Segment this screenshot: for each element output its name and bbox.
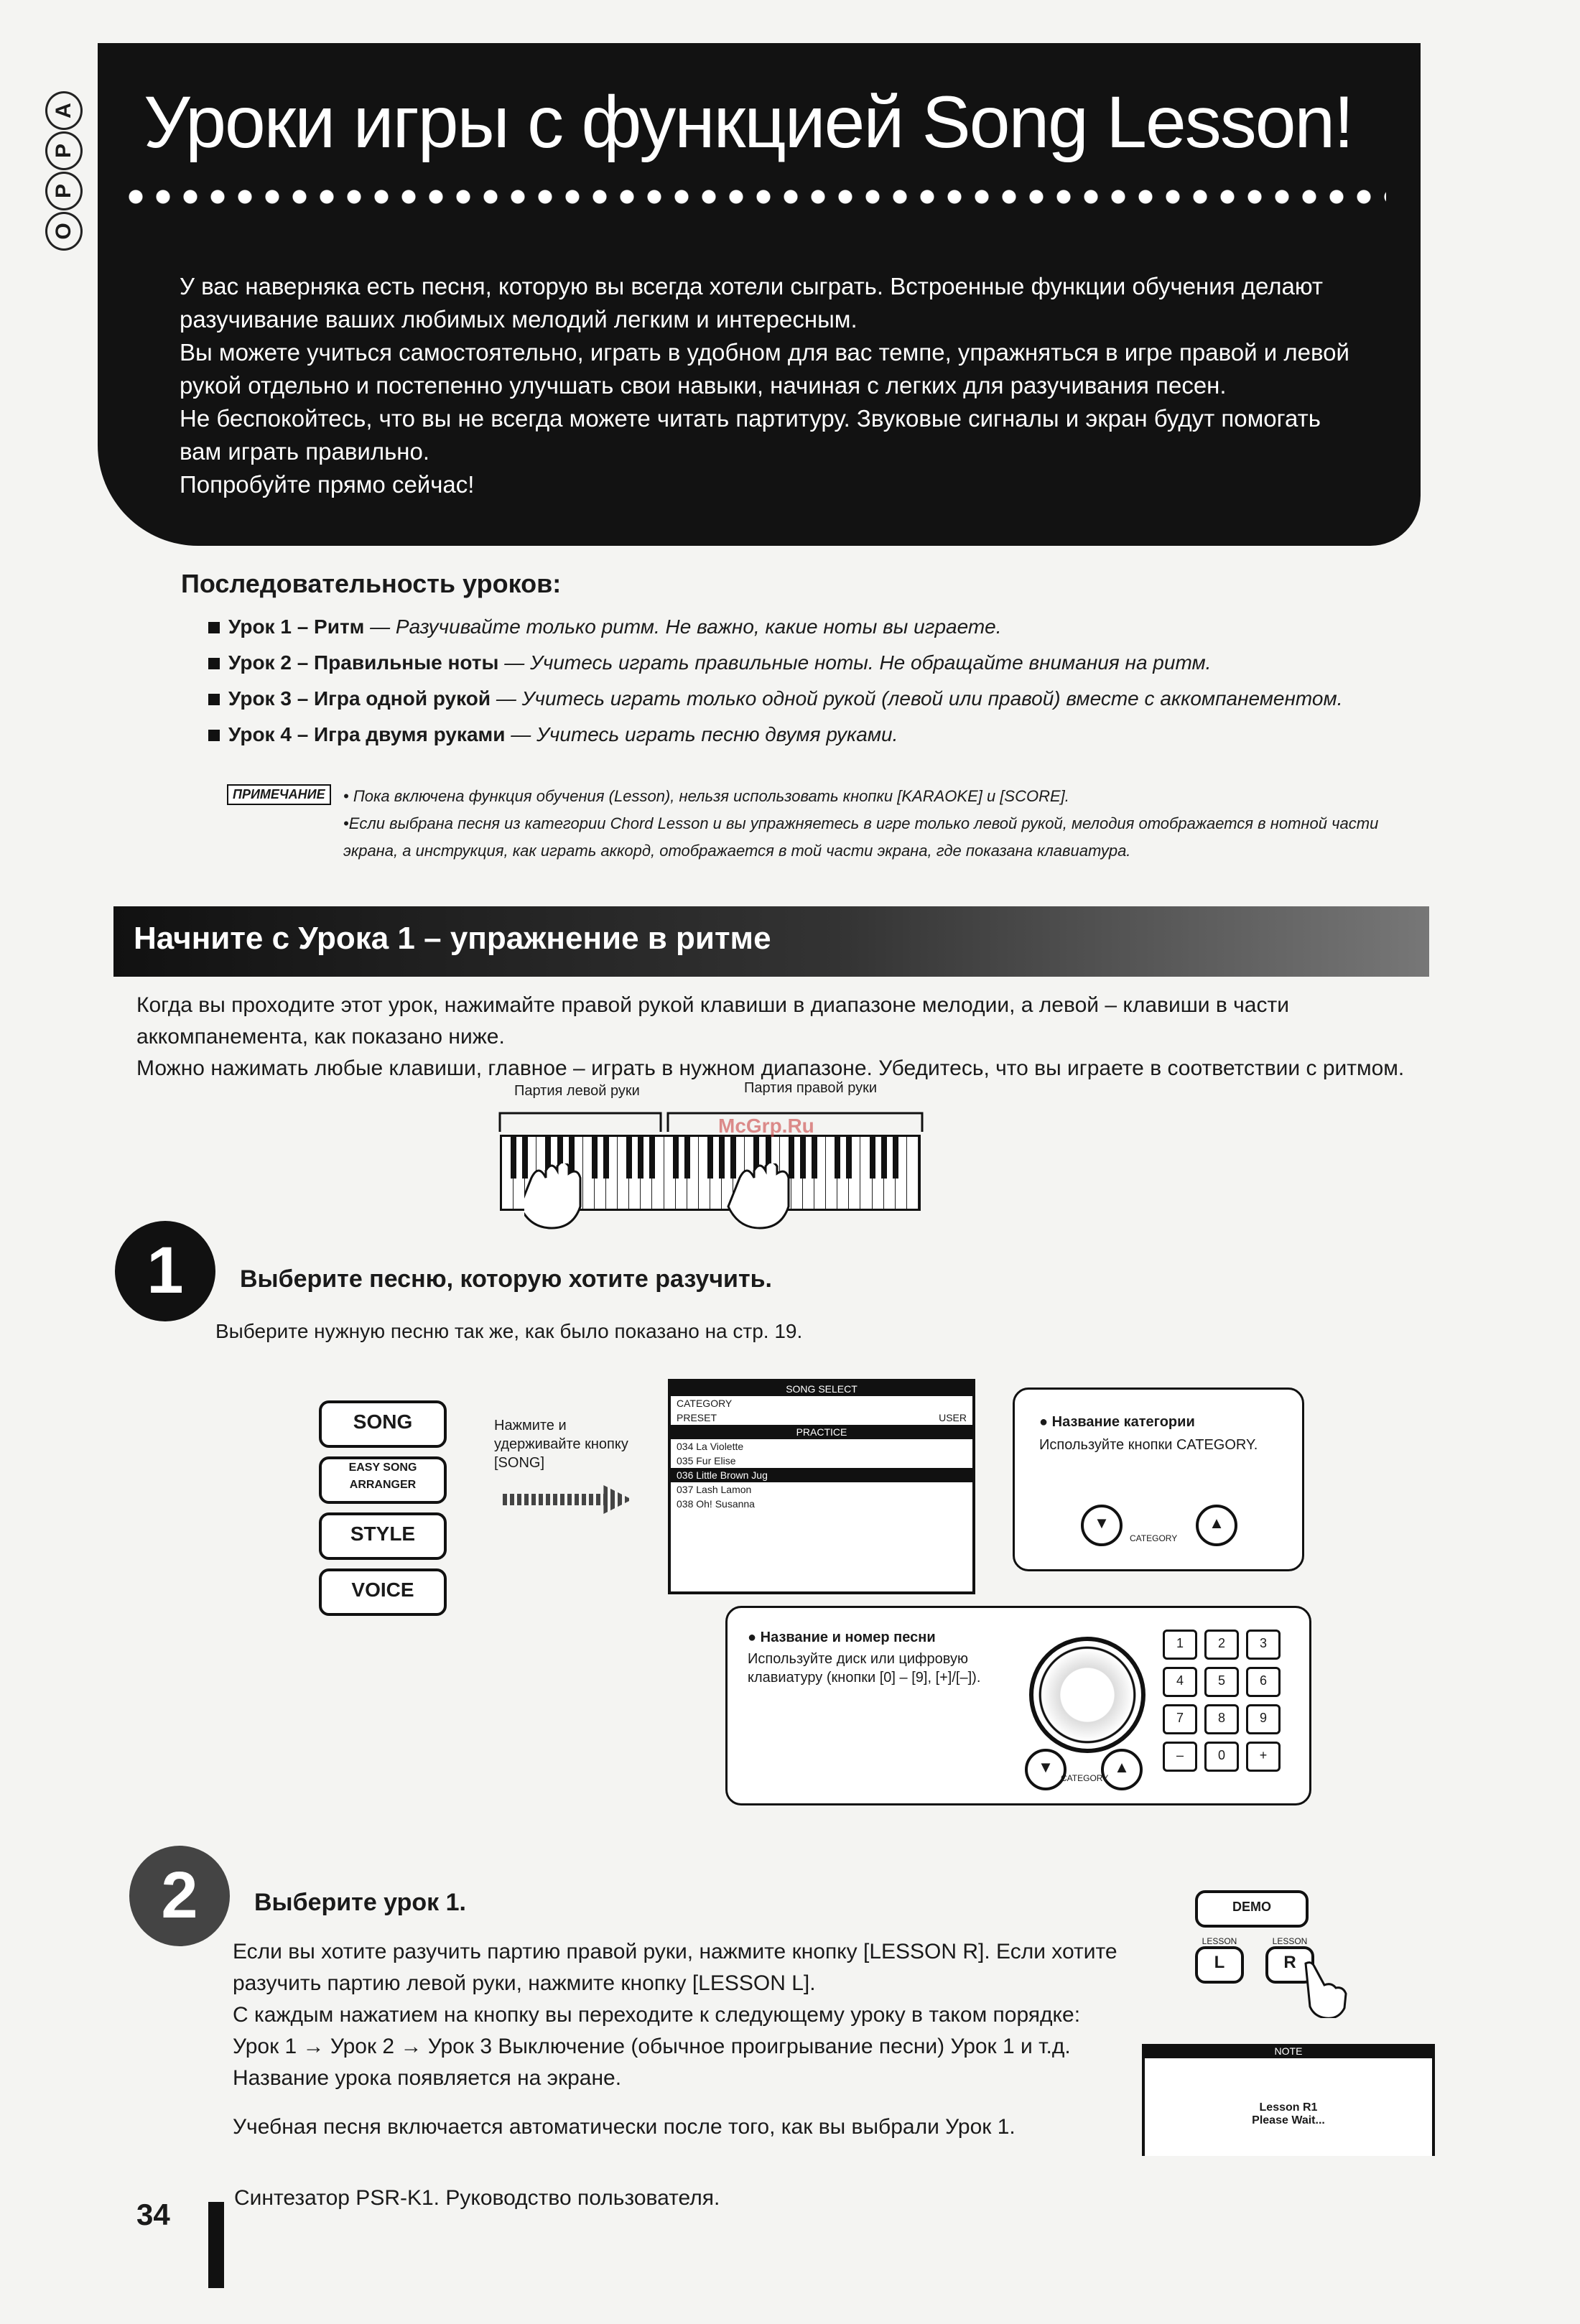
section-title: Начните с Урока 1 – упражнение в ритме (134, 921, 771, 956)
category-down-icon[interactable]: ▼ (1081, 1505, 1123, 1546)
arrow-right-icon (503, 1485, 632, 1514)
step-1-heading: Выберите песню, которую хотите разучить. (240, 1265, 772, 1293)
category-label: CATEGORY (1130, 1533, 1178, 1543)
lesson-r-button[interactable]: R (1265, 1946, 1314, 1984)
category-down-icon[interactable]: ▼ (1025, 1749, 1066, 1790)
category-callout (1013, 1388, 1304, 1571)
hand-range-brackets (496, 1106, 926, 1135)
hero-paragraph: У вас наверняка есть песня, которую вы всегда хотели сыграть. Встроенные функции обучения делают разучивание ваших любимых мелодий легким и интересным. (180, 273, 1323, 333)
callout-text: Используйте кнопки CATEGORY. (1039, 1437, 1258, 1453)
lesson-name: Урок 4 – Игра двумя руками (228, 723, 506, 745)
lesson-item (208, 681, 1357, 717)
data-dial-icon[interactable] (1029, 1637, 1146, 1753)
note-line: • Пока включена функция обучения (Lesson), нельзя использовать кнопки [KARAOKE] и [SCORE]. (343, 787, 1069, 805)
sequence-heading: Последовательность уроков: (181, 569, 562, 598)
song-number-callout (725, 1606, 1311, 1805)
lcd-tags (671, 1410, 972, 1425)
demo-button[interactable]: DEMO (1195, 1890, 1309, 1928)
voice-button[interactable]: VOICE (319, 1568, 447, 1616)
step-2-paragraph: Если вы хотите разучить партию правой руки, нажмите кнопку [LESSON R]. Если хотите разучить партию левой руки, нажмите кнопку [LESSON L]. (233, 1940, 1117, 1995)
hero-paragraph: Попробуйте прямо сейчас! (180, 471, 475, 498)
side-tab (42, 92, 86, 250)
right-hand-label: Партия правой руки (744, 1080, 878, 1096)
side-tab-letter: А (45, 91, 83, 130)
note-line: •Если выбрана песня из категории Chord Lesson и вы упражняетесь в игре только левой рукой, мелодия отображается в нотной части экрана, а инструкция, как играть аккорд, отображается в той части экрана, где показана клавиатура. (343, 814, 1379, 860)
hands-icon (524, 1163, 797, 1235)
side-tab-letter: О (45, 212, 83, 251)
left-hand-label: Партия левой руки (514, 1083, 640, 1099)
bullet-square-icon (208, 694, 220, 705)
step-2-text (233, 1936, 1166, 2143)
lesson-desc: — Учитесь играть песню двумя руками. (511, 723, 898, 745)
step-2-paragraph: Название урока появляется на экране. (233, 2066, 622, 2090)
note-badge: ПРИМЕЧАНИЕ (227, 784, 331, 805)
callout-text: Используйте диск или цифровую клавиатуру (кнопки [0] – [9], [+]/[–]). (748, 1651, 981, 1686)
bullet-square-icon (208, 658, 220, 669)
black-key (511, 1137, 516, 1179)
lcd-song-row[interactable]: 038 Oh! Susanna (677, 1498, 755, 1510)
keypad-key[interactable]: 6 (1246, 1667, 1281, 1697)
easy-song-arranger-button[interactable]: EASY SONG ARRANGER (319, 1456, 447, 1504)
lcd-line: Lesson R1 (1259, 2101, 1318, 2114)
lcd-header: NOTE (1145, 2044, 1432, 2058)
lcd-song-row[interactable]: 034 La Violette (677, 1441, 744, 1452)
lesson-name: Урок 1 – Ритм (228, 615, 365, 638)
hero-paragraph: Вы можете учиться самостоятельно, играть в удобном для вас темпе, упражняться в игре правой и левой рукой отдельно и постепенно улучшать свои навыки, начиная с легких для разучивания песен. (180, 339, 1349, 399)
keypad-key[interactable]: 9 (1246, 1704, 1281, 1734)
category-up-icon[interactable]: ▲ (1101, 1749, 1143, 1790)
song-button[interactable]: SONG (319, 1400, 447, 1448)
page-bar (208, 2202, 224, 2288)
keypad-key[interactable]: 5 (1204, 1667, 1239, 1697)
numeric-keypad (1163, 1630, 1281, 1772)
black-key (812, 1137, 817, 1179)
page-number: 34 (136, 2198, 170, 2231)
lcd-song-list (671, 1439, 972, 1511)
black-key (835, 1137, 840, 1179)
lesson-l-button[interactable]: L (1195, 1946, 1244, 1984)
black-key (881, 1137, 887, 1179)
lcd-song-row[interactable]: 037 Lash Lamon (677, 1484, 752, 1495)
keypad-key[interactable]: 2 (1204, 1630, 1239, 1660)
lcd-selected-category: PRACTICE (671, 1425, 972, 1439)
category-label: CATEGORY (1061, 1773, 1109, 1783)
keypad-key[interactable]: 3 (1246, 1630, 1281, 1660)
section-paragraph: Когда вы проходите этот урок, нажимайте правой рукой клавиши в диапазоне мелодии, а левой – клавиши в части аккомпанемента, как показано ниже. (136, 993, 1289, 1049)
hero-intro (180, 270, 1350, 501)
lcd-header: SONG SELECT (671, 1382, 972, 1396)
callout-title: ● Название категории (1039, 1414, 1195, 1430)
lcd-category-label: CATEGORY (677, 1398, 733, 1409)
keypad-key[interactable]: 1 (1163, 1630, 1197, 1660)
pointing-hand-icon (1300, 1961, 1350, 2018)
side-tab-letter: Р (45, 172, 83, 210)
lesson-caption: LESSON (1272, 1936, 1308, 1946)
lesson-list (208, 609, 1357, 753)
lesson-name: Урок 3 – Игра одной рукой (228, 687, 491, 710)
hero-paragraph: Не беспокойтесь, что вы не всегда можете читать партитуру. Звуковые сигналы и экран будут помогать вам играть правильно. (180, 405, 1321, 465)
white-key (907, 1137, 919, 1209)
black-key (893, 1137, 898, 1179)
lesson-item (208, 609, 1357, 645)
lesson-item (208, 717, 1357, 753)
lcd-preset-tag: PRESET (677, 1412, 717, 1423)
watermark: McGrp.Ru (718, 1115, 814, 1137)
note-text (343, 783, 1421, 865)
lesson-desc: — Учитесь играть только одной рукой (левой или правой) вместе с аккомпанементом. (496, 687, 1343, 710)
lcd-line: Please Wait... (1252, 2114, 1325, 2127)
step-2-paragraph: Урок 1 → Урок 2 → Урок 3 Выключение (обычное проигрывание песни) Урок 1 и т.д. (233, 2035, 1071, 2058)
style-button[interactable]: STYLE (319, 1512, 447, 1560)
step-1-badge: 1 (115, 1221, 215, 1321)
step-1-subtext: Выберите нужную песню так же, как было показано на стр. 19. (215, 1320, 803, 1342)
page-title: Уроки игры с функцией Song Lesson! (144, 81, 1353, 163)
black-key (870, 1137, 875, 1179)
category-up-icon[interactable]: ▲ (1196, 1505, 1237, 1546)
keypad-key[interactable]: 8 (1204, 1704, 1239, 1734)
keypad-key[interactable]: + (1246, 1742, 1281, 1772)
lesson-l-group (1195, 1936, 1244, 1992)
callout-title: ● Название и номер песни (748, 1630, 936, 1645)
lesson-item (208, 645, 1357, 681)
keypad-key[interactable]: – (1163, 1742, 1197, 1772)
section-intro (136, 990, 1429, 1084)
step-2-paragraph: С каждым нажатием на кнопку вы переходите к следующему уроку в таком порядке: (233, 2003, 1081, 2027)
lcd-song-select (668, 1379, 975, 1594)
lesson-caption: LESSON (1202, 1936, 1237, 1946)
step-2-paragraph: Учебная песня включается автоматически после того, как вы выбрали Урок 1. (233, 2115, 1016, 2139)
dotted-divider (122, 188, 1386, 205)
lesson-desc: — Учитесь играть правильные ноты. Не обращайте внимания на ритм. (504, 651, 1212, 674)
keypad-key[interactable]: 0 (1204, 1742, 1239, 1772)
panel-buttons (319, 1400, 445, 1625)
keypad-key[interactable]: 4 (1163, 1667, 1197, 1697)
lcd-user-tag: USER (939, 1412, 967, 1423)
section-paragraph: Можно нажимать любые клавиши, главное – играть в нужном диапазоне. Убедитесь, что вы играете в соответствии с ритмом. (136, 1056, 1405, 1080)
lcd-song-row[interactable]: 035 Fur Elise (677, 1455, 736, 1467)
black-key (800, 1137, 806, 1179)
bullet-square-icon (208, 730, 220, 741)
footer-text: Синтезатор PSR-K1. Руководство пользователя. (234, 2186, 720, 2210)
lesson-name: Урок 2 – Правильные ноты (228, 651, 499, 674)
keypad-key[interactable]: 7 (1163, 1704, 1197, 1734)
lcd-song-row[interactable]: 036 Little Brown Jug (671, 1468, 972, 1482)
side-tab-letter: Р (45, 131, 83, 170)
bullet-square-icon (208, 622, 220, 633)
lcd-lesson-display (1142, 2044, 1435, 2156)
step-2-heading: Выберите урок 1. (254, 1889, 466, 1916)
song-hint: Нажмите и удерживайте кнопку [SONG] (494, 1418, 628, 1471)
lesson-desc: — Разучивайте только ритм. Не важно, какие ноты вы играете. (370, 615, 1002, 638)
black-key (846, 1137, 852, 1179)
step-2-badge: 2 (129, 1846, 230, 1946)
